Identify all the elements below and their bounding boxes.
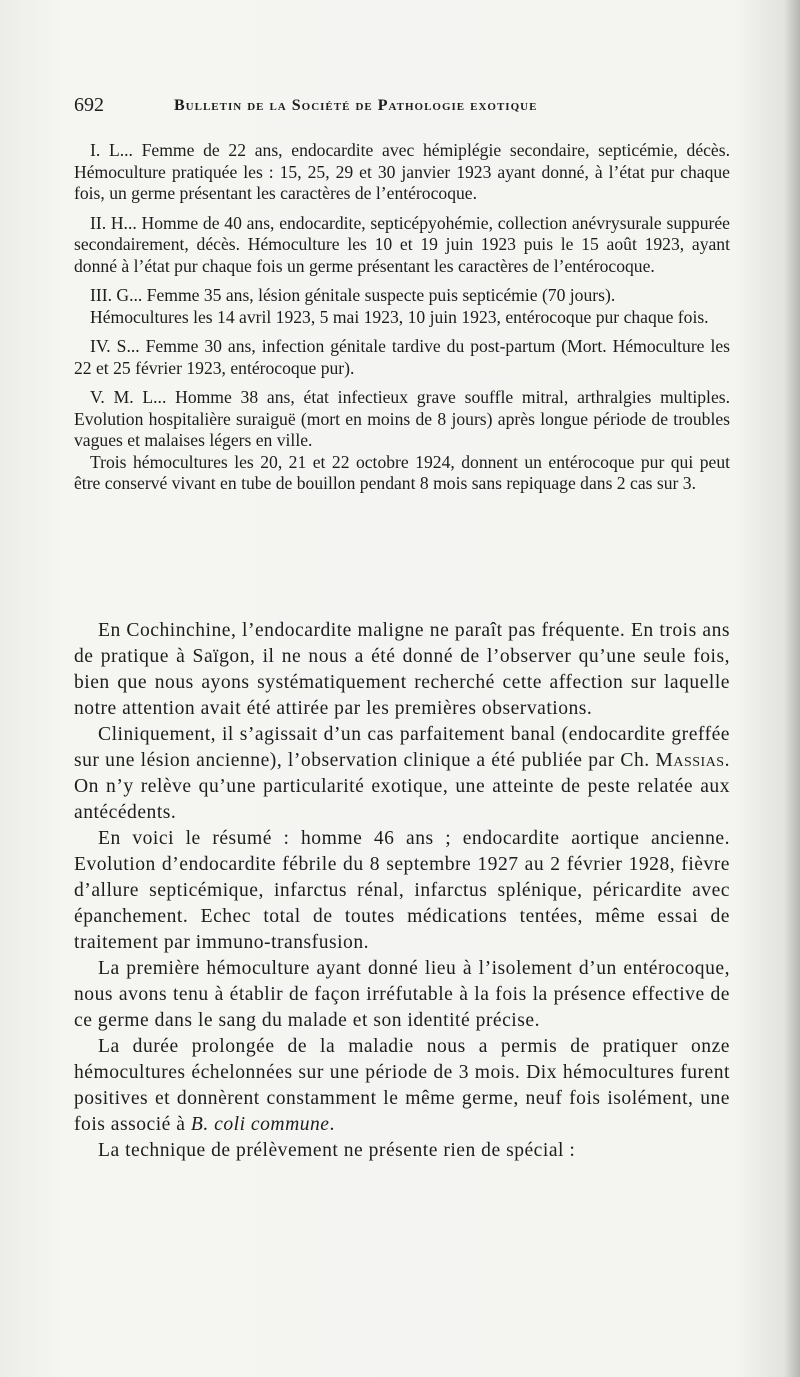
case-2 <box>74 213 730 278</box>
case-list <box>74 140 730 503</box>
case-2-text: II. H... Homme de 40 ans, endocardite, septicépyohémie, collection anévrysurale suppurée secondairement, décès. Hémoculture les 10 et 19 juin 1923 puis le 15 août 1923, ayant donné à l’état pur chaque fois un germe présentant les caractères de l’entérocoque. <box>74 212 730 276</box>
paragraph-clinique <box>74 722 730 826</box>
case-4 <box>74 336 730 379</box>
author-name: Massias <box>655 750 725 771</box>
paragraph-technique <box>74 1138 730 1164</box>
paragraph-hemoculture <box>74 956 730 1034</box>
case-5-text: V. M. L... Homme 38 ans, état infectieux grave souffle mitral, arthralgies multiples. Evolution hospitalière suraiguë (mort en moins de 8 jours) après longue période de troubles vagues et malaises légers en ville. <box>74 387 730 450</box>
case-3 <box>74 285 730 328</box>
page-number: 692 <box>74 94 104 116</box>
paragraph-text: En voici le résumé : homme 46 ans ; endocardite aortique ancienne. Evolution d’endocardite fébrile du 8 septembre 1927 au 2 février 1928, fièvre d’allure septicémique, infarctus rénal, infarctus splénique, péricardite avec épanchement. Echec total de toutes médications tentées, même essai de traitement par immuno-transfusion. <box>74 828 730 953</box>
case-3-text: III. G... Femme 35 ans, lésion génitale suspecte puis septicémie (70 jours). <box>90 285 616 305</box>
paragraph-text: . On n’y relève qu’une particularité exotique, une atteinte de peste relatée aux antécédents. <box>74 750 730 823</box>
paragraph-cochinchine <box>74 618 730 722</box>
case-3-continuation: Hémocultures les 14 avril 1923, 5 mai 1923, 10 juin 1923, entérocoque pur chaque fois. <box>90 306 709 327</box>
page-edge-shadow <box>784 0 800 1377</box>
paragraph-duree <box>74 1034 730 1138</box>
paragraph-text: En Cochinchine, l’endocardite maligne ne paraît pas fréquente. En trois ans de pratique à Saïgon, il ne nous a été donné de l’observer qu’une seule fois, bien que nous ayons systématiquement recherché cette affection sur laquelle notre attention avait été attirée par les premières observations. <box>74 620 730 719</box>
paragraph-text: La technique de prélèvement ne présente rien de spécial : <box>98 1140 576 1161</box>
case-4-text: IV. S... Femme 30 ans, infection génitale tardive du post-partum (Mort. Hémoculture les 22 et 25 février 1923, entérocoque pur). <box>74 336 730 378</box>
case-5-continuation: Trois hémocultures les 20, 21 et 22 octobre 1924, donnent un entérocoque pur qui peut être conservé vivant en tube de bouillon pendant 8 mois sans repiquage dans 2 cas sur 3. <box>74 451 730 493</box>
running-title: Bulletin de la Société de Pathologie exotique <box>174 97 538 114</box>
running-header <box>74 94 734 124</box>
case-1-text: I. L... Femme de 22 ans, endocardite avec hémiplégie secondaire, septicémie, décès. Hémoculture pratiquée les : 15, 25, 29 et 30 janvier 1923 ayant donné, à l’état pur chaque fois, un germe présentant les caractères de l’entérocoque. <box>74 140 730 203</box>
paragraph-text: Cliniquement, il s’agissait d’un cas parfaitement banal (endocardite greffée sur une lésion ancienne), l’observation clinique a été publiée par Ch. <box>74 724 730 771</box>
paragraph-text: . <box>329 1114 335 1135</box>
paragraph-text: La durée prolongée de la maladie nous a permis de pratiquer onze hémocultures échelonnées sur une période de 3 mois. Dix hémocultures furent positives et donnèrent constamment le même germe, neuf fois isolément, une fois associé à <box>74 1036 730 1135</box>
case-1 <box>74 140 730 205</box>
case-5 <box>74 387 730 495</box>
species-name: B. coli commune <box>190 1114 330 1135</box>
paragraph-resume <box>74 826 730 956</box>
body-text <box>74 618 730 1164</box>
paragraph-text: La première hémoculture ayant donné lieu à l’isolement d’un entérocoque, nous avons tenu à établir de façon irréfutable à la fois la présence effective de ce germe dans le sang du malade et son identité précise. <box>74 958 730 1031</box>
